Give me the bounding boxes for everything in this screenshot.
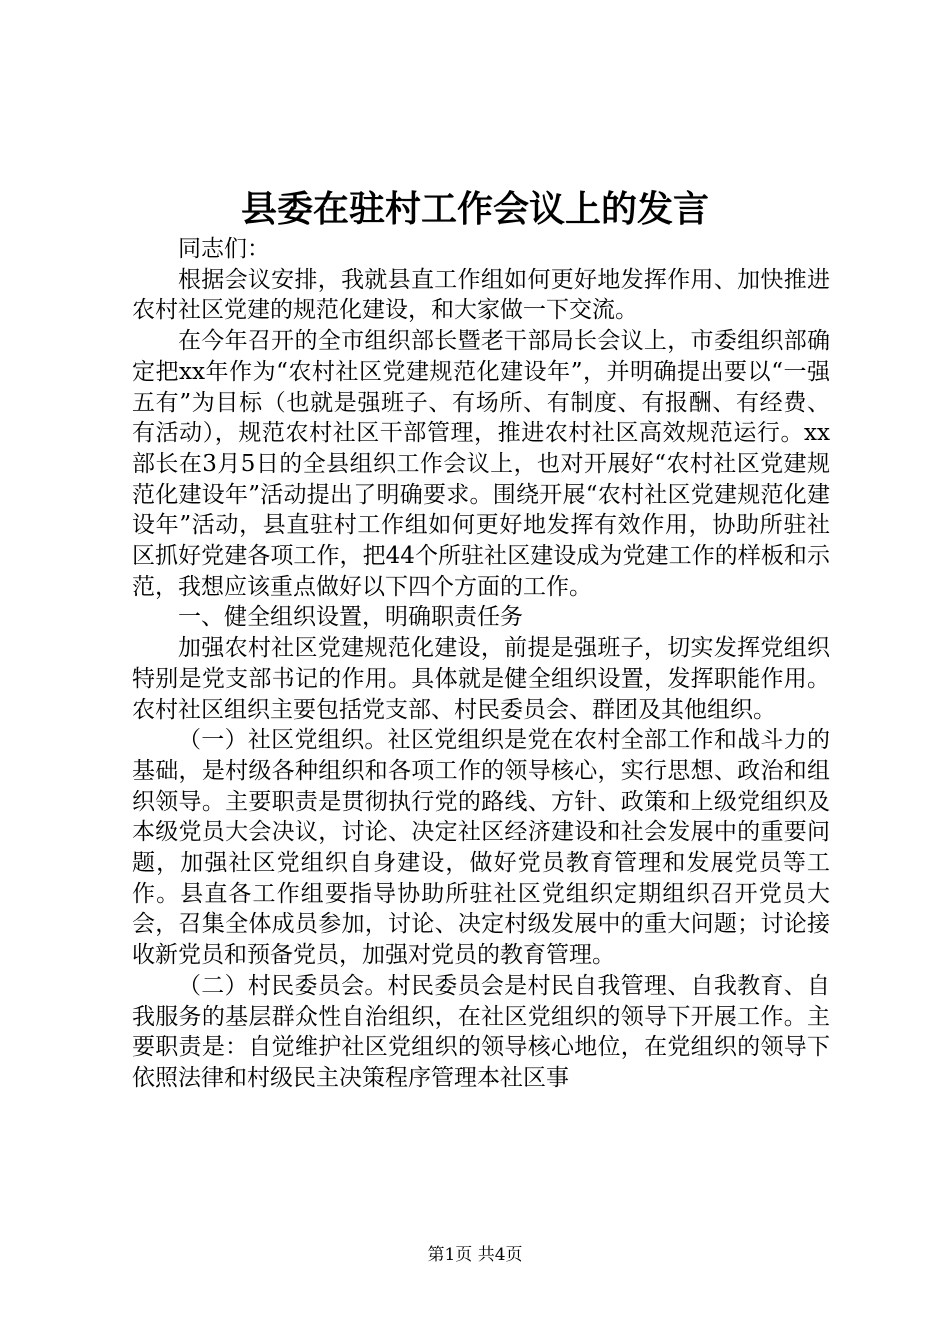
- paragraph: （二）村民委员会。村民委员会是村民自我管理、自我教育、自我服务的基层群众性自治组织，在社区党组织的领导下开展工作。主要职责是：自觉维护社区党组织的领导核心地位，在党组织的领导下依照法律和村级民主决策程序管理本社区事: [132, 972, 830, 1091]
- salutation: 同志们：: [178, 236, 270, 262]
- paragraph: 在今年召开的全市组织部长暨老干部局长会议上，市委组织部确定把xx年作为“农村社区党建规范化建设年”，并明确提出要以“一强五有”为目标（也就是强班子、有场所、有制度、有报酬、有经费、有活动），规范农村社区干部管理，推进农村社区高效规范运行。xx部长在3月5日的全县组织工作会议上，也对开展好“农村社区党建规范化建设年”活动提出了明确要求。围绕开展“农村社区党建规范化建设年”活动，县直驻村工作组如何更好地发挥有效作用，协助所驻社区抓好党建各项工作，把44个所驻社区建设成为党建工作的样板和示范，我想应该重点做好以下四个方面的工作。: [132, 328, 830, 600]
- document-body: [132, 234, 830, 1094]
- paragraph: （一）社区党组织。社区党组织是党在农村全部工作和战斗力的基础，是村级各种组织和各项工作的领导核心，实行思想、政治和组织领导。主要职责是贯彻执行党的路线、方针、政策和上级党组织及本级党员大会决议，讨论、决定社区经济建设和社会发展中的重要问题，加强社区党组织自身建设，做好党员教育管理和发展党员等工作。县直各工作组要指导协助所驻社区党组织定期组织召开党员大会，召集全体成员参加，讨论、决定村级发展中的重大问题；讨论接收新党员和预备党员，加强对党员的教育管理。: [132, 727, 830, 969]
- page-footer: 第1页 共4页: [427, 1245, 523, 1265]
- paragraph: 加强农村社区党建规范化建设，前提是强班子，切实发挥党组织特别是党支部书记的作用。具体就是健全组织设置，发挥职能作用。农村社区组织主要包括党支部、村民委员会、群团及其他组织。: [132, 635, 830, 723]
- document-title: 县委在驻村工作会议上的发言: [240, 188, 709, 230]
- paragraph: 根据会议安排，我就县直工作组如何更好地发挥作用、加快推进农村社区党建的规范化建设，和大家做一下交流。: [132, 266, 830, 324]
- section-heading: 一、健全组织设置，明确职责任务: [178, 604, 523, 631]
